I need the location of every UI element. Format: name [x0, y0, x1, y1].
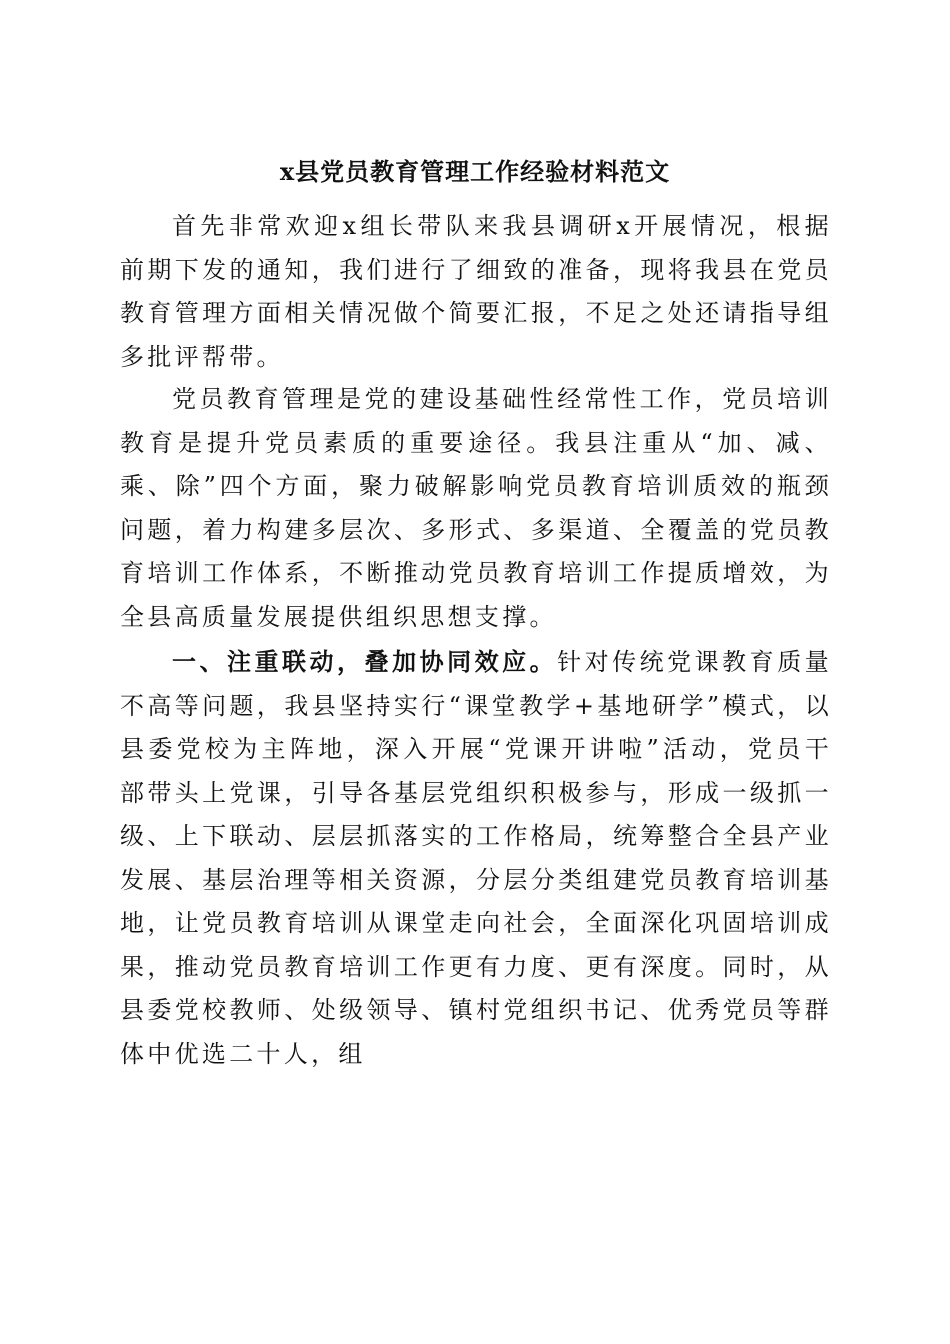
paragraph-section-one-text: 针对传统党课教育质量不高等问题，我县坚持实行“课堂教学+基地研学”模式，以县委党校为主阵地，深入开展“党课开讲啦”活动，党员干部带头上党课，引导各基层党组织积极参与，形成一级抓一级、上下联动、层层抓落实的工作格局，统筹整合全县产业发展、基层治理等相关资源，分层分类组建党员教育培训基地，让党员教育培训从课堂走向社会，全面深化巩固培训成果，推动党员教育培训工作更有力度、更有深度。同时，从县委党校教师、处级领导、镇村党组织书记、优秀党员等群体中优选二十人，组: [120, 648, 833, 1068]
paragraph-intro: [120, 205, 832, 379]
document-title: x县党员教育管理工作经验材料范文: [279, 157, 671, 186]
paragraph-overview-text: 党员教育管理是党的建设基础性经常性工作，党员培训教育是提升党员素质的重要途径。我县注重从“加、减、乘、除”四个方面，聚力破解影响党员教育培训质效的瓶颈问题，着力构建多层次、多形式、多渠道、全覆盖的党员教育培训工作体系，不断推动党员教育培训工作提质增效，为全县高质量发展提供组织思想支撑。: [120, 385, 832, 631]
paragraph-overview: [120, 378, 832, 639]
paragraph-intro-text: 首先非常欢迎x组长带队来我县调研x开展情况，根据前期下发的通知，我们进行了细致的准备，现将我县在党员教育管理方面相关情况做个简要汇报，不足之处还请指导组多批评帮带。: [120, 212, 832, 371]
section-one-heading: 一、注重联动，叠加协同效应。: [172, 647, 558, 676]
paragraph-section-one: [120, 640, 832, 1076]
